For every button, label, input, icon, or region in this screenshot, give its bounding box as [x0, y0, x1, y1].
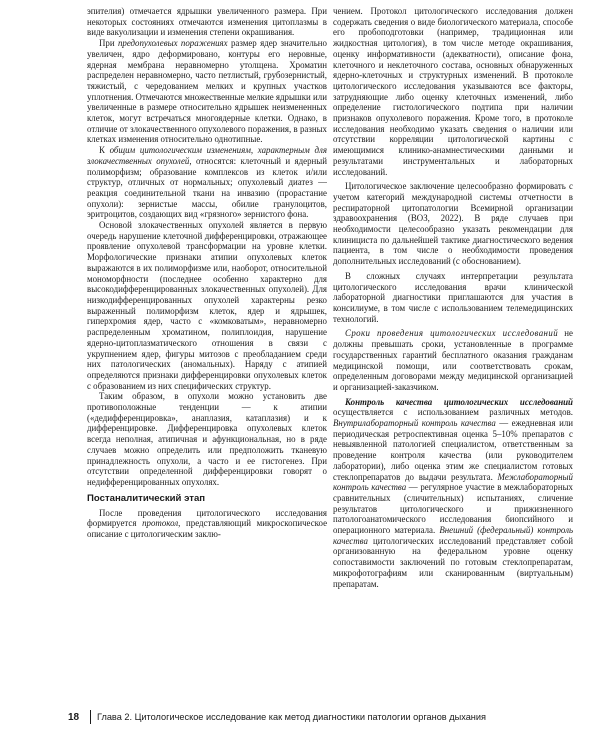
- term-protocol: протокол: [142, 518, 179, 529]
- paragraph-precancerous: [87, 38, 327, 145]
- right-column: [333, 6, 573, 704]
- paragraph-tendencies: [87, 391, 327, 487]
- paragraph-text: Основой злокачественных опухолей является в первую очередь нарушение клеточной дифференцировки, отражающее проявление опухолевой трансформации на уровне клетки. Морфологические признаки атипии опухолевых клеток выражаются в их полиморфизме или, наоборот, относительной мономорфности (последнее особенно характерно для высокодифференцированных злокачественных опухолей). Для низкодифференцированных опухолей характерны резко выраженный полиморфизм клеток, ядер и ядрышек, гиперхромия ядер, часто с «комковатым», неравномерно распределенным хроматином, полиплоидия, нарушение ядерно-цитоплазматического отношения в связи с укрупнением ядер, фигуры митозов с преобладанием среди них патологических (аномальных). Наряду с атипией определяются признаки дифференцировки опухолевых клеток с образованием из них специфических структур.: [87, 220, 327, 391]
- paragraph-differentiation: [87, 220, 327, 391]
- page-number: 18: [68, 711, 80, 723]
- term-general-cytological-changes: общим цитологическим изменениям, характерным для злокачественных опухолей: [87, 145, 327, 166]
- paragraph-text: не должны превышать сроки, установленные в программе государственных гарантий бесплатного оказания гражданам медицинской помощи, или соответствовать срокам, определенным договорами между медицинской организацией и организацией-заказчиком.: [333, 328, 573, 392]
- paragraph-text: В сложных случаях интерпретации результата цитологического исследования врачи клинической лабораторной диагностики приглашаются для участия в консилиуме, в том числе с использованием телемедицинских технологий.: [333, 270, 573, 324]
- paragraph-deadlines: [333, 328, 573, 392]
- section-heading: Постаналитический этап: [87, 492, 206, 504]
- paragraph-quality-control: [333, 397, 573, 590]
- paragraph-text: — ежедневная или периодическая ретроспективная оценка 5–10% препаратов с невыявленной патологией специалистом, ответственным за проведение контроля качества (или руководителем лаборатории), либо оценка этим же специалистом готовых стеклопрепаратов до выдачи результата.: [333, 418, 573, 482]
- paragraph-text: После проведения цитологического исследования формируется: [87, 507, 327, 529]
- text-columns: [87, 6, 573, 704]
- paragraph-text: размер ядер значительно увеличен, ядро деформировано, контуры его неровные, ядерная мембрана неравномерно утолщена. Хроматин распределен неравномерно, часто петлистый, грубозернистый, тяжистый, с чередованием мелких и крупных участков уплотнения. Отмечаются множественные мелкие ядрышки или увеличенные в размере относительно ядрышек неизмененных клеток, могут встречаться многоядерные клетки. Однако, в отличие от злокачественного опухолевого поражения, в разных клетках изменения относительно однотипные.: [87, 38, 327, 145]
- paragraph-text: эпителия) отмечается ядрышки увеличенного размера. При некоторых состояниях отмечаются изменения цитоплазмы в виде вакуолизации и изменения степени окрашивания.: [87, 6, 327, 38]
- term-deadlines: Сроки проведения цитологических исследований: [345, 328, 559, 339]
- term-precancerous-lesions: предопухолевых поражениях: [117, 38, 228, 49]
- term-quality-control: Контроль качества цитологических исследований: [345, 396, 573, 407]
- paragraph-text: К: [99, 145, 110, 156]
- paragraph-text: При: [99, 38, 118, 49]
- term-external-control: Внешний (федеральный) контроль качества: [333, 525, 573, 546]
- paragraph-malignant-changes: [87, 145, 327, 220]
- paragraph-text: Цитологическое заключение целесообразно формировать с учетом категорий международной системы отчетности в респираторной цитопатологии Всемирной организации здравоохранения (ВОЗ, 2022). В ряде случаев при необходимости целесообразно указать рекомендации для клинициста по дальнейшей тактике диагностического ведения пациента, в том числе о необходимости проведения дополнительных исследований (с обоснованием).: [333, 181, 573, 267]
- term-interlab-control: Межлабораторный контроль качества: [333, 471, 573, 493]
- paragraph-conclusion: [333, 181, 573, 267]
- paragraph-text: чением. Протокол цитологического исследования должен содержать сведения о виде биологического материала, способе его пробоподготовки (например, традиционная или жидкостная цитология), в том числе методе окрашивания, оценку информативности (адекватности), описание фона, клеточного и неклеточного состава, основных обнаруженных ядерно-клеточных и структурных изменений. В протоколе цитологического исследования указываются все факторы, затрудняющие либо оценку клеточных изменений, либо определение гистологического подтипа при наличии признаков опухолевого поражения. Кроме того, в протоколе исследования необходимо указать сведения о наличии или отсутствии корреляции цитологической картины с имеющимися клинико-анамнестическими данными и результатами инструментальных и лабораторных исследований.: [333, 6, 573, 177]
- paragraph-protocol-content: [333, 6, 573, 177]
- term-intralab-control: Внутрилабораторный контроль качества: [333, 418, 496, 429]
- paragraph-text: Таким образом, в опухоли можно установить две противоположные тенденции — к атипии («дедифференцировка», анаплазия, катаплазия) и к дифференцировке. Дифференцировка опухолевых клеток всегда неполная, атипичная и афункциональная, но в ряде случаев можно определить или предположить тканевую принадлежность опухоли, а часто и ее гистогенез. При отсутствии определенной дифференцировки говорят о недифференцированных опухолях.: [87, 391, 327, 487]
- running-title: Глава 2. Цитологическое исследование как метод диагностики патологии органов дыхания: [97, 712, 486, 722]
- paragraph-text: цитологических исследований представляет собой организованную на федеральном уровне оценку сопоставимости заключений по готовым стеклопрепаратам, микрофотографиям или сканированным (виртуальным) препаратам.: [333, 535, 573, 589]
- left-column: [87, 6, 327, 704]
- paragraph-text: , относятся: клеточный и ядерный полиморфизм; образование комплексов из клеток и/или структур, отличных от нормальных; опухолевый диатез — реакция соединительной ткани на инвазию (прорастание опухоли): зернистые массы, обилие гранулоцитов, эритроцитов, создающих вид «грязного» зернистого фона.: [87, 155, 327, 220]
- paragraph-protocol-intro: [87, 508, 327, 540]
- paragraph-text: , представляющий микроскопическое описание с цитологическим заклю-: [87, 518, 327, 540]
- paragraph-nuclei-cytoplasm: [87, 6, 327, 38]
- paragraph-consilium: [333, 271, 573, 325]
- paragraph-text: осуществляется с использованием различных методов.: [333, 407, 573, 418]
- footer-divider: [90, 710, 91, 724]
- paragraph-text: — регулярное участие в межлабораторных сравнительных (сличительных) испытаниях, сличение результатов цитологического и прижизненного патологоанатомического исследования биопсийного и операционного материала.: [333, 482, 573, 536]
- page-footer: [68, 706, 588, 728]
